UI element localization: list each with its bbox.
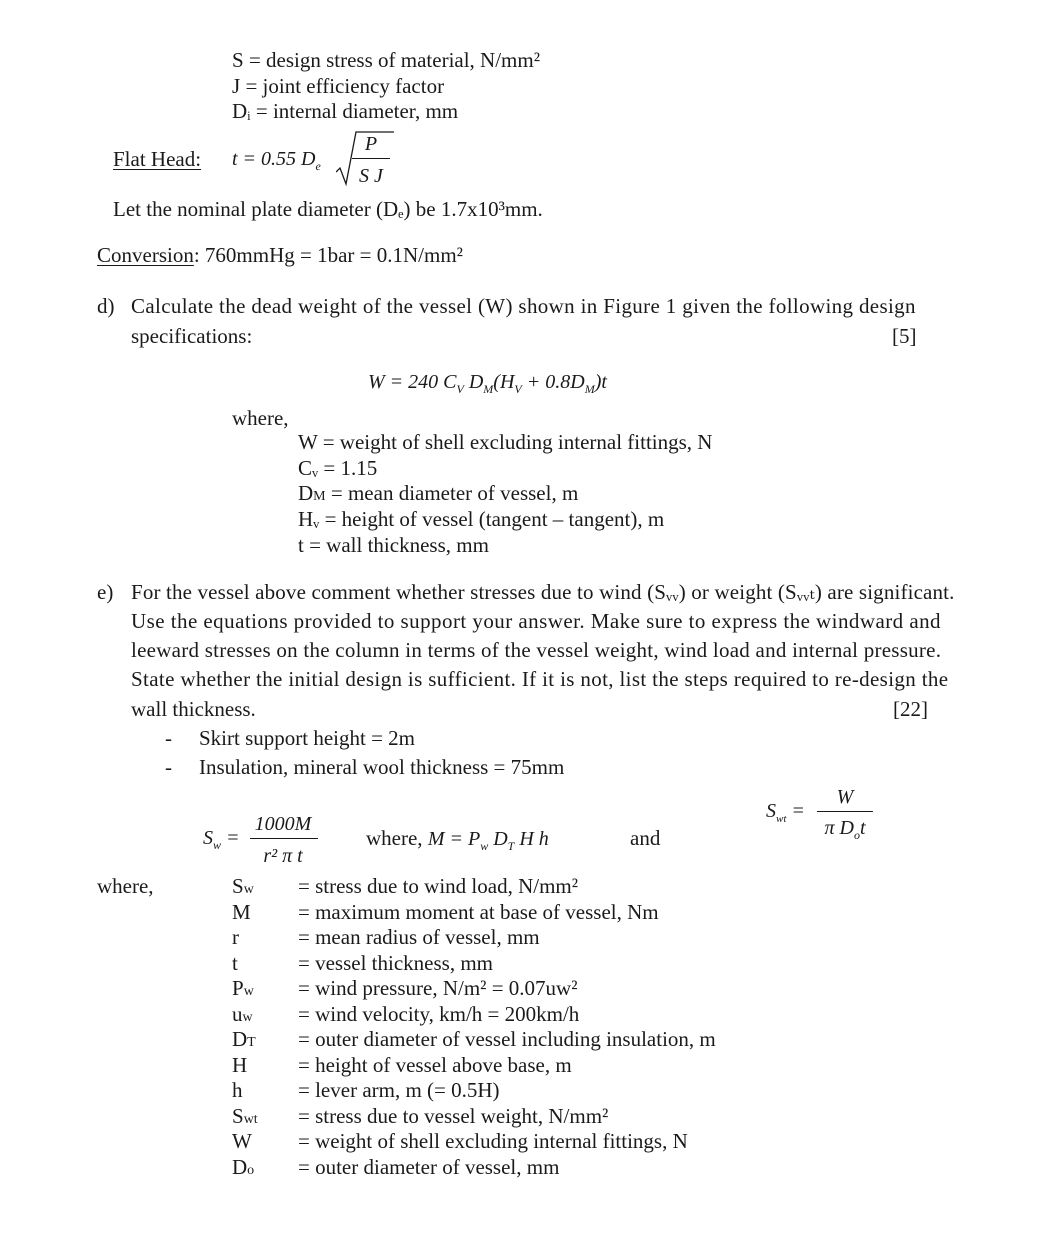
symbol: Sw	[232, 874, 254, 898]
m-mid-part: D	[488, 828, 508, 850]
flat-head-label: Flat Head:	[113, 147, 202, 171]
swt-lhs: $S_{wt}$ =	[766, 800, 805, 825]
sw-and: and	[630, 826, 661, 850]
part-e-letter: e)	[97, 580, 114, 604]
def-symbol: J	[232, 74, 241, 98]
swt-den	[818, 818, 872, 841]
swt-den-text: π D	[824, 817, 854, 839]
symbol-row	[232, 1004, 253, 1025]
part-d-where: where,	[232, 406, 289, 430]
eq-part-3: (H	[493, 371, 515, 393]
swt-num: W	[836, 786, 854, 808]
symbol-row: W	[232, 1129, 252, 1153]
symbol-row	[232, 876, 254, 897]
symbol: Do	[232, 1155, 255, 1179]
part-e-line2: Use the equations provided to support your answer. Make sure to express the windward and	[131, 609, 942, 633]
bullet-2: Insulation, mineral wool thickness = 75mm	[199, 755, 565, 779]
symbol-desc: = outer diameter of vessel, mm	[298, 1155, 560, 1179]
part-e-line1: For the vessel above comment whether stresses due to wind (Sᵥᵥ) or weight (Sᵥᵥₜ) are significant.	[131, 580, 955, 604]
symbol: Pw	[232, 976, 254, 1000]
symbol-desc: = wind velocity, km/h = 200km/h	[298, 1002, 580, 1026]
part-d-def-cv: Cᵥ = 1.15	[298, 456, 378, 480]
symbol-desc: = weight of shell excluding internal fittings, N	[298, 1129, 688, 1153]
moment-equation	[427, 828, 549, 853]
eq-sub-m2: M	[584, 382, 595, 396]
conversion-text: : 760mmHg = 1bar = 0.1N/mm²	[193, 243, 463, 267]
sw-den: r² π t	[263, 845, 303, 867]
part-e-line3: leeward stresses on the column in terms of the vessel weight, wind load and internal pressure.	[131, 638, 942, 662]
dm-symbol: D	[298, 481, 314, 505]
sw-lhs-sub: w	[213, 838, 222, 852]
sw-where	[366, 828, 549, 852]
def-text: = joint efficiency factor	[245, 74, 445, 98]
m-end-part: H h	[514, 828, 549, 850]
symbol-desc: = stress due to wind load, N/mm²	[298, 874, 579, 898]
eq-sub-m: M	[483, 382, 494, 396]
flat-head-lhs-text: t = 0.55 D	[232, 148, 316, 170]
part-d-def-w: W = weight of shell excluding internal fittings, N	[298, 430, 713, 454]
m-sub-w: w	[480, 839, 489, 853]
dm-sub: M	[313, 489, 326, 504]
sw-fraction-bar	[250, 838, 318, 839]
def-di	[232, 101, 458, 122]
symbol-desc: = height of vessel above base, m	[298, 1053, 572, 1077]
part-d-line1: Calculate the dead weight of the vessel (W) shown in Figure 1 given the following design	[131, 294, 916, 318]
def-j	[232, 76, 444, 97]
bullet-1-dash: -	[165, 726, 172, 750]
symbol-row: r	[232, 925, 239, 949]
symbol-row	[232, 1157, 254, 1178]
conversion-line	[97, 245, 463, 266]
flat-head-lhs	[232, 149, 321, 172]
sw-lhs-s: S	[203, 827, 213, 849]
symbol-desc: = vessel thickness, mm	[298, 951, 493, 975]
eq-part-2: D	[468, 371, 484, 393]
flat-head-fraction-bar	[352, 158, 390, 159]
symbol-row: t	[232, 951, 238, 975]
symbol: Swt	[232, 1104, 258, 1128]
swt-fraction-bar	[817, 811, 873, 812]
eq-part-5: )t	[594, 371, 607, 393]
part-e-line5: wall thickness.	[131, 697, 256, 721]
def-symbol: Dᵢ	[232, 99, 251, 123]
sw-num: 1000M	[254, 813, 312, 835]
part-d-def-t: t = wall thickness, mm	[298, 533, 489, 557]
m-eq-part: M = P	[427, 828, 481, 850]
swt-lhs-sub: wt	[776, 813, 787, 825]
def-text: = internal diameter, mm	[255, 99, 459, 123]
def-s	[232, 50, 540, 71]
dm-desc: = mean diameter of vessel, m	[325, 481, 579, 505]
symbol-desc: = outer diameter of vessel including insulation, m	[298, 1027, 716, 1051]
symbol-desc: = wind pressure, N/m² = 0.07uw²	[298, 976, 578, 1000]
flat-head-den: S J	[359, 165, 383, 187]
eq-sub-v2: V	[514, 382, 522, 396]
symbol-desc: = lever arm, m (= 0.5H)	[298, 1078, 500, 1102]
symbol: DT	[232, 1027, 256, 1051]
eq-part-1: W = 240 C	[368, 371, 457, 393]
part-d-def-dm	[298, 483, 578, 504]
part-d-line2: specifications:	[131, 324, 253, 348]
part-d-def-hv: Hᵥ = height of vessel (tangent – tangent), m	[298, 507, 665, 531]
sw-where-text: where,	[366, 826, 423, 850]
symbol-desc: = stress due to vessel weight, N/mm²	[298, 1104, 609, 1128]
symbol-row: M	[232, 900, 251, 924]
swt-den-end: t	[859, 817, 866, 839]
symbol-desc: = maximum moment at base of vessel, Nm	[298, 900, 659, 924]
part-e-marks: [22]	[893, 697, 928, 721]
flat-head-sub-e: e	[315, 159, 321, 173]
symbol-desc: = mean radius of vessel, mm	[298, 925, 540, 949]
part-d-letter: d)	[97, 294, 115, 318]
def-symbol: S	[232, 48, 244, 72]
swt-den-sub: o	[853, 828, 860, 842]
where-label: where,	[97, 874, 154, 898]
flat-head-num: P	[364, 133, 378, 155]
sw-lhs: $S_w$ =	[203, 827, 240, 852]
part-d-marks: [5]	[892, 324, 917, 348]
bullet-2-dash: -	[165, 755, 172, 779]
bullet-1: Skirt support height = 2m	[199, 726, 416, 750]
symbol-row	[232, 978, 254, 999]
eq-part-4: + 0.8D	[521, 371, 585, 393]
swt-lhs-s: S	[766, 800, 776, 822]
symbol-row: H	[232, 1053, 248, 1077]
m-sub-t: T	[507, 839, 515, 853]
symbol-row	[232, 1029, 256, 1050]
part-e-line4: State whether the initial design is sufficient. If it is not, list the steps required to re-design the	[131, 667, 949, 691]
eq-sub-v: V	[456, 382, 464, 396]
conversion-label: Conversion	[97, 243, 194, 267]
def-text: = design stress of material, N/mm²	[248, 48, 541, 72]
dead-weight-equation	[368, 372, 607, 395]
symbol-row	[232, 1106, 258, 1127]
symbol: uw	[232, 1002, 253, 1026]
symbol-row: h	[232, 1078, 243, 1102]
nominal-text: Let the nominal plate diameter (Dₑ) be 1.7x10³mm.	[113, 197, 543, 221]
